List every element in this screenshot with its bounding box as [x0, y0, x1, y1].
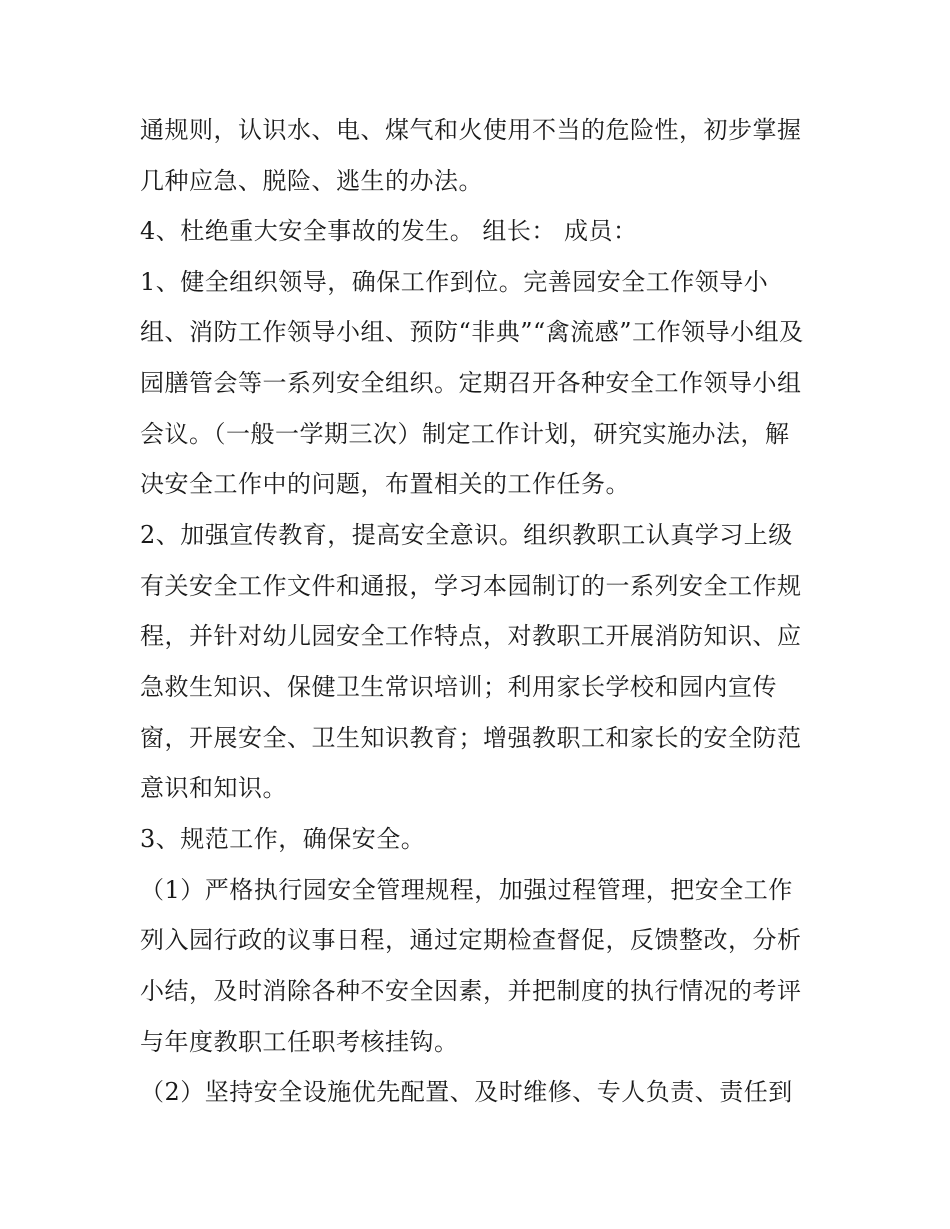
text-line: （2）坚持安全设施优先配置、及时维修、专人负责、责任到	[140, 1078, 793, 1106]
text-line: 小结，及时消除各种不安全因素，并把制度的执行情况的考评	[140, 977, 802, 1005]
text-line: 与年度教职工任职考核挂钩。	[140, 1028, 459, 1056]
text-line: 意识和知识。	[140, 774, 287, 802]
text-line: 1、健全组织领导，确保工作到位。完善园安全工作领导小	[140, 268, 769, 296]
text-line: （1）严格执行园安全管理规程，加强过程管理，把安全工作	[140, 876, 793, 904]
text-line: 会议。（一般一学期三次）制定工作计划，研究实施办法，解	[140, 420, 790, 448]
text-line: 园膳管会等一系列安全组织。定期召开各种安全工作领导小组	[140, 369, 802, 397]
text-line: 决安全工作中的问题，布置相关的工作任务。	[140, 470, 630, 498]
text-line: 列入园行政的议事日程，通过定期检查督促，反馈整改，分析	[140, 926, 802, 954]
text-line: 有关安全工作文件和通报，学习本园制订的一系列安全工作规	[140, 572, 802, 600]
text-line: 3、规范工作，确保安全。	[140, 825, 426, 853]
text-line: 急救生知识、保健卫生常识培训；利用家长学校和园内宣传	[140, 673, 777, 701]
text-line: 窗，开展安全、卫生知识教育；增强教职工和家长的安全防范	[140, 724, 802, 752]
text-line: 程，并针对幼儿园安全工作特点，对教职工开展消防知识、应	[140, 622, 802, 650]
text-line: 2、加强宣传教育，提高安全意识。组织教职工认真学习上级	[140, 521, 793, 549]
text-line: 组、消防工作领导小组、预防“非典”“禽流感”工作领导小组及	[140, 318, 804, 346]
text-line: 4、杜绝重大安全事故的发生。 组长： 成员：	[140, 217, 638, 245]
text-line: 几种应急、脱险、逃生的办法。	[140, 167, 483, 195]
text-line: 通规则，认识水、电、煤气和火使用不当的危险性，初步掌握	[140, 116, 802, 144]
